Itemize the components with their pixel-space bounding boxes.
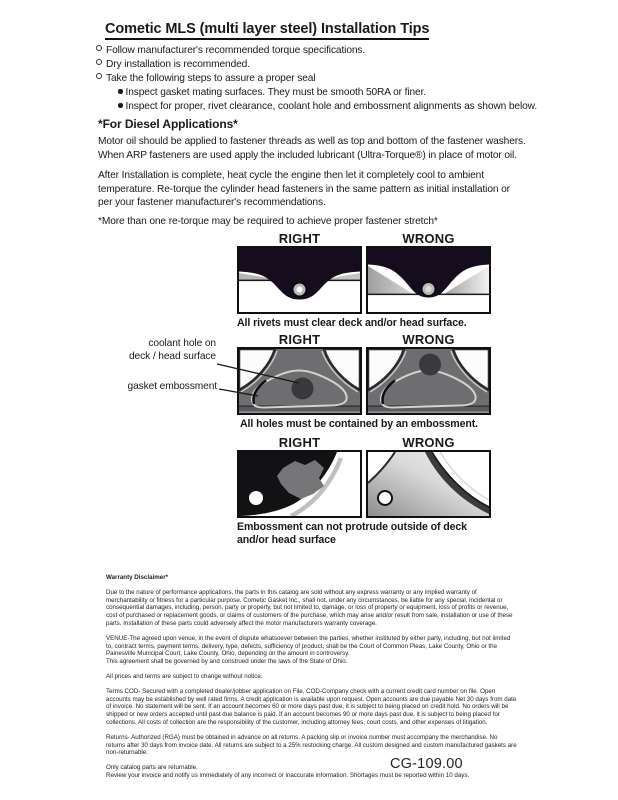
- review-line: Review your invoice and notify us immediately of any incorrect or inaccurate information. Shortages must be reported within 10 days.: [106, 771, 470, 779]
- tip-sub-bullet-text: Inspect for proper, rivet clearance, coolant hole and embossment alignments as shown below.: [125, 101, 538, 112]
- protrusion-right-diagram: [237, 450, 362, 518]
- coolant-hole-label: [129, 338, 216, 363]
- embossment-wrong-illustration: [368, 349, 489, 413]
- filled-bullet-icon: [118, 103, 123, 108]
- diesel-paragraph-1: Motor oil should be applied to fastener threads as well as top and bottom of the fastener washers. When ARP fasteners are used apply the included lubricant (Ultra-Torque®) in place of motor oil.: [98, 136, 526, 161]
- rivet-right-diagram: [237, 246, 362, 314]
- diesel-paragraph-2: After Installation is complete, heat cycle the engine then let it completely cool to ambient temperature. Re-torque the cylinder head fasteners in the same pattern as initial installation or per your fastener manufacturer's recommendations.: [98, 170, 510, 209]
- returnable-line: Only catalog parts are returnable.: [106, 764, 198, 772]
- embossment-right-illustration: [239, 349, 360, 413]
- open-bullet-icon: [96, 45, 102, 51]
- venue-paragraph: VENUE-The agreed upon venue, in the event of dispute whatsoever between the parties, whether instituted by either party, including, but not limited to, contract terms, payment terms, delivery, type, defects, sufficiency of product, shall be the Court of Common Pleas, Lake County, Ohio or the Painesville Municipal Court, Lake County, Ohio, depending on the amount in controversy.: [106, 634, 511, 658]
- page-code: CG-109.00: [390, 756, 463, 772]
- tip-sub-bullet: [118, 86, 426, 100]
- rivet-wrong-diagram: [366, 246, 491, 314]
- embossment-caption: All holes must be contained by an embossment.: [240, 418, 479, 430]
- protrusion-caption-line2: and/or head surface: [237, 533, 336, 546]
- tip-bullet-text: Take the following steps to assure a proper seal: [106, 73, 316, 84]
- tip-sub-bullet: [118, 100, 537, 114]
- wrong-label: WRONG: [402, 332, 455, 347]
- rivet-wrong-illustration: [368, 248, 489, 312]
- right-label: RIGHT: [278, 435, 321, 450]
- prices-line: All prices and terms are subject to change without notice.: [106, 672, 263, 680]
- tip-bullet: [96, 72, 315, 86]
- filled-bullet-icon: [118, 89, 123, 94]
- rivet-caption: All rivets must clear deck and/or head surface.: [237, 317, 467, 329]
- wrong-label: WRONG: [402, 231, 455, 246]
- tip-bullet-text: Dry installation is recommended.: [106, 59, 250, 70]
- coolant-hole-label-line2: deck / head surface: [128, 350, 216, 362]
- tip-sub-bullet-text: Inspect gasket mating surfaces. They must be smooth 50RA or finer.: [125, 87, 426, 98]
- embossment-right-diagram: [237, 347, 362, 415]
- rivet-right-illustration: [239, 248, 360, 312]
- governed-line: This agreement shall be governed by and construed under the laws of the State of Ohio.: [106, 658, 348, 666]
- returns-paragraph: Returns- Authorized (RGA) must be obtained in advance on all returns. A packing slip or invoice number must accompany the merchandise. No returns after 30 days from invoice date. All returns are subject to a 25% restocking charge. All custom designed and custom manufactured gaskets are non-returnable.: [106, 733, 517, 757]
- protrusion-right-illustration: [239, 452, 360, 516]
- tip-bullet-text: Follow manufacturer's recommended torque specifications.: [106, 45, 366, 56]
- warranty-paragraph: Due to the nature of performance applications, the parts in this catalog are sold without any express warranty or any implied warranty of merchantability or fitness for a particular purpose. Cometic Gasket Inc., shall not, under any circumstances, be liable for any special, incidental or consequential damages, including, person, party or property, but not limited to, damage, or loss of property or equipment, loss of profits or revenue, cost of purchased or replacement goods, or claims of customers of the purchase, which may arise and/or result from sale, installation or use of these parts. Installation of these parts could adversely affect the motor manufacturers warranty coverage.: [106, 588, 513, 627]
- legal-fine-print: [106, 574, 518, 780]
- protrusion-wrong-diagram: [366, 450, 491, 518]
- diesel-heading: *For Diesel Applications*: [98, 117, 238, 131]
- protrusion-wrong-illustration: [368, 452, 489, 516]
- tip-bullet: [96, 58, 250, 72]
- retorque-note: *More than one re-torque may be required to achieve proper fastener stretch*: [98, 216, 438, 227]
- right-label: RIGHT: [278, 231, 321, 246]
- open-bullet-icon: [96, 73, 102, 79]
- embossment-wrong-diagram: [366, 347, 491, 415]
- gasket-embossment-label: gasket embossment: [127, 381, 217, 392]
- tip-bullet: [96, 44, 365, 58]
- warranty-disclaimer-heading: Warranty Disclaimer*: [106, 574, 169, 581]
- protrusion-caption: [237, 521, 477, 546]
- page-title: Cometic MLS (multi layer steel) Installation Tips: [105, 21, 429, 40]
- protrusion-caption-line1: Embossment can not protrude outside of deck: [237, 521, 467, 533]
- right-label: RIGHT: [278, 332, 321, 347]
- terms-paragraph: Terms COD- Secured with a completed dealer/jobber application on File, COD-Company check with a current credit card number on file. Open accounts may be established by well rated firms. A credit application is available upon request. Open accounts are due payable Net 30 days from date of invoice. No statement will be sent. If an account becomes 60 or more days past due, it is subject to being placed on credit hold. No orders will be shipped or new orders accepted until past due balance is paid. If an account becomes 90 or more days past due, it is subject to being placed for collections. All costs of collection are the responsibility of the customer, including attorney fees, court costs, and other expenses of litigation.: [106, 687, 517, 726]
- open-bullet-icon: [96, 59, 102, 65]
- wrong-label: WRONG: [402, 435, 455, 450]
- coolant-hole-label-line1: coolant hole on: [148, 338, 216, 349]
